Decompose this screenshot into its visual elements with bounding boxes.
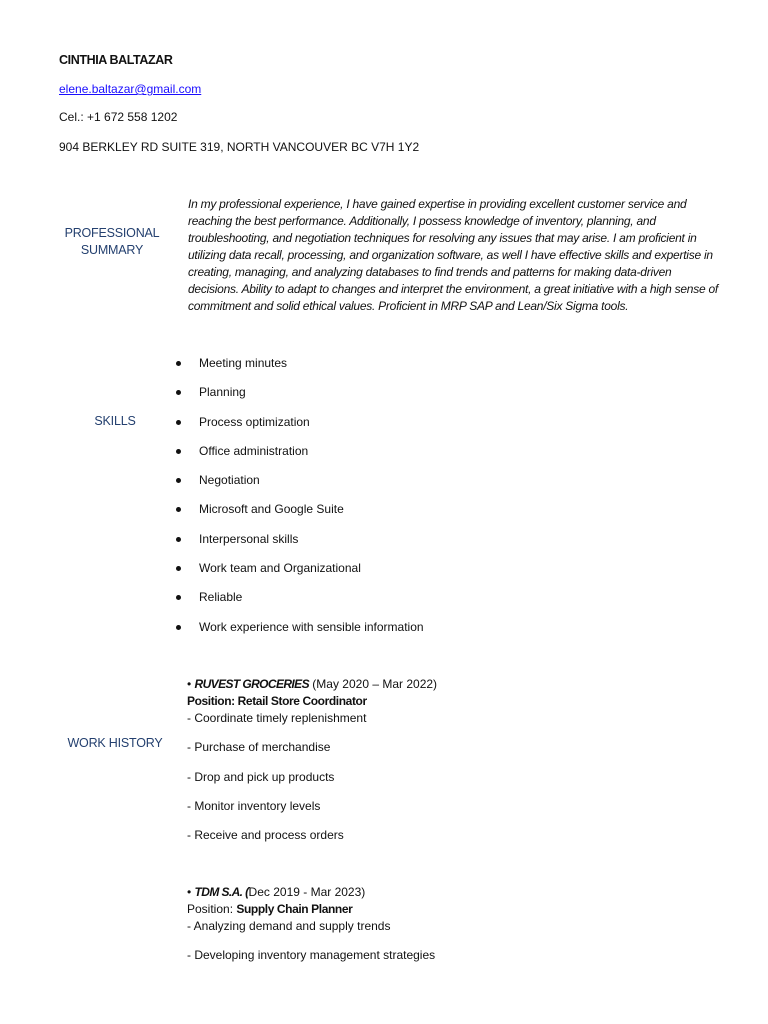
work-history-heading: WORK HISTORY (67, 736, 163, 750)
skill-item (176, 414, 424, 443)
job-task: - Purchase of merchandise (187, 740, 331, 755)
job-dates: (May 2020 – Mar 2022) (308, 677, 438, 691)
professional-summary-text: In my professional experience, I have gained expertise in providing excellent customer service and reaching the best performance. Additionally, I possess knowledge of inventory, planning, and troubleshooting, and negotiation techniques for resolving any issues that may arise. I am proficient in utilizing data recall, processing, and organization software, as well I have effective skills and expertise in creating, managing, and analyzing databases to find trends and patterns for making data-driven decisions. Ability to adapt to changes and interpret the environment, a great initiative with a high sense of commitment and solid ethical values. Proficient in MRP SAP and Lean/Six Sigma tools. (188, 197, 718, 313)
skill-item (176, 619, 424, 648)
bullet-icon (176, 361, 181, 366)
job-position: Position: Retail Store Coordinator (187, 694, 367, 708)
bullet-icon (176, 595, 181, 600)
job-bullet: • (187, 677, 192, 691)
job-tasks (187, 918, 435, 977)
job-bullet: • (187, 885, 192, 899)
skill-label: Negotiation (199, 473, 260, 488)
bullet-icon (176, 420, 181, 425)
skill-label: Meeting minutes (199, 356, 288, 370)
skills-heading: SKILLS (94, 414, 136, 428)
bullet-icon (176, 566, 181, 571)
phone-number: Cel.: +1 672 558 1202 (59, 110, 178, 124)
skill-label: Office administration (199, 443, 309, 458)
job-task: - Receive and process orders (187, 828, 344, 843)
professional-summary-heading (62, 225, 162, 259)
job-header (187, 676, 437, 693)
skill-item (176, 501, 424, 530)
skill-item (176, 531, 424, 560)
skill-item (176, 443, 424, 472)
skill-item (176, 560, 424, 589)
skill-label: Planning (199, 385, 246, 400)
skill-label: Work experience with sensible information (199, 619, 424, 634)
bullet-icon (176, 625, 181, 630)
job-task: - Developing inventory management strategies (187, 948, 436, 963)
skill-label: Interpersonal skills (199, 531, 299, 546)
skill-label: Reliable (199, 590, 243, 605)
bullet-icon (176, 478, 181, 483)
summary-heading-line1: PROFESSIONAL (64, 226, 160, 240)
company-name: TDM S.A. ( (194, 885, 249, 899)
address: 904 BERKLEY RD SUITE 319, NORTH VANCOUVER BC V7H 1Y2 (59, 140, 420, 154)
job-task: - Coordinate timely replenishment (187, 711, 367, 725)
candidate-name: CINTHIA BALTAZAR (59, 53, 173, 67)
job-dates: Dec 2019 - Mar 2023) (248, 885, 366, 899)
position-title: Supply Chain Planner (236, 902, 353, 916)
bullet-icon (176, 390, 181, 395)
bullet-icon (176, 449, 181, 454)
skill-item (176, 472, 424, 501)
job-task: - Drop and pick up products (187, 769, 335, 784)
position-prefix: Position: (187, 902, 237, 916)
skills-list (176, 355, 424, 648)
skill-item (176, 355, 424, 384)
email-link[interactable]: elene.baltazar@gmail.com (59, 82, 202, 96)
bullet-icon (176, 507, 181, 512)
skill-item (176, 589, 424, 618)
job-entry (187, 676, 437, 856)
skill-label: Microsoft and Google Suite (199, 502, 344, 517)
job-entry (187, 884, 435, 977)
job-position (187, 901, 435, 918)
skill-label: Process optimization (199, 414, 310, 429)
bullet-icon (176, 537, 181, 542)
summary-heading-line2: SUMMARY (80, 243, 144, 257)
job-task: - Analyzing demand and supply trends (187, 919, 391, 933)
job-tasks (187, 710, 437, 856)
skill-label: Work team and Organizational (199, 561, 361, 576)
skill-item (176, 384, 424, 413)
job-task: - Monitor inventory levels (187, 798, 321, 813)
job-header (187, 884, 435, 901)
company-name: RUVEST GROCERIES (194, 677, 309, 691)
